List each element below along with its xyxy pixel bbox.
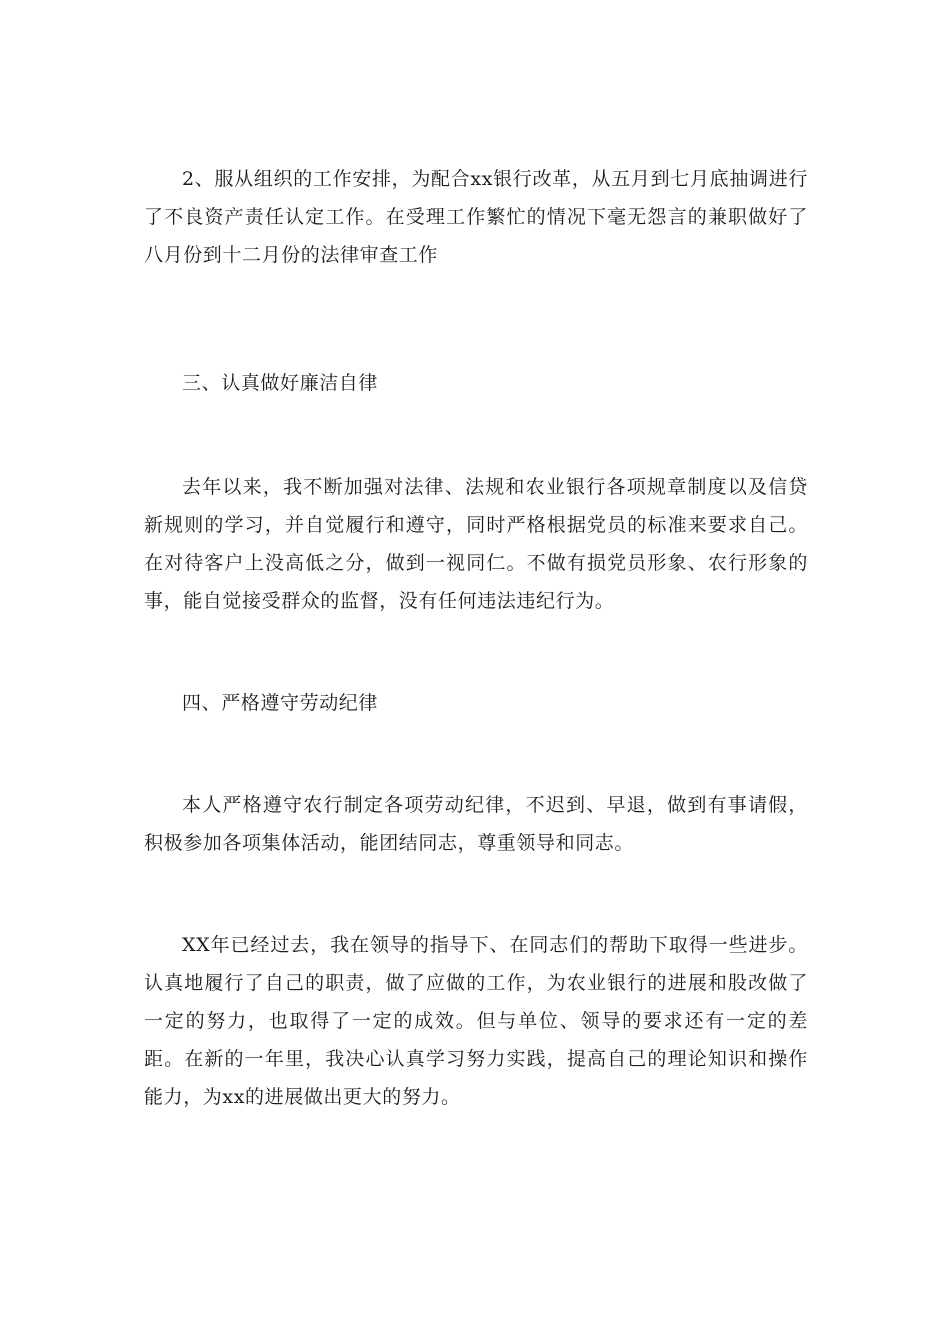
paragraph-integrity: 去年以来，我不断加强对法律、法规和农业银行各项规章制度以及信贷新规则的学习，并自觉履行和遵守，同时严格根据党员的标准来要求自己。在对待客户上没高低之分，做到一视同仁。不做有损党员形象、农行形象的事，能自觉接受群众的监督，没有任何违法违纪行为。 bbox=[144, 476, 808, 612]
heading-labor-discipline: 四、严格遵守劳动纪律 bbox=[182, 692, 379, 714]
heading-integrity: 三、认真做好廉洁自律 bbox=[182, 372, 379, 394]
paragraph-work-arrangement: 2、服从组织的工作安排，为配合xx银行改革，从五月到七月底抽调进行了不良资产责任认定工作。在受理工作繁忙的情况下毫无怨言的兼职做好了八月份到十二月份的法律审查工作 bbox=[144, 168, 808, 266]
paragraph-labor-discipline: 本人严格遵守农行制定各项劳动纪律，不迟到、早退，做到有事请假，积极参加各项集体活动，能团结同志，尊重领导和同志。 bbox=[144, 794, 808, 854]
paragraph-summary: XX年已经过去，我在领导的指导下、在同志们的帮助下取得一些进步。认真地履行了自己的职责，做了应做的工作，为农业银行的进展和股改做了一定的努力，也取得了一定的成效。但与单位、领导的要求还有一定的差距。在新的一年里，我决心认真学习努力实践，提高自己的理论知识和操作能力，为xx的进展做出更大的努力。 bbox=[144, 934, 808, 1108]
